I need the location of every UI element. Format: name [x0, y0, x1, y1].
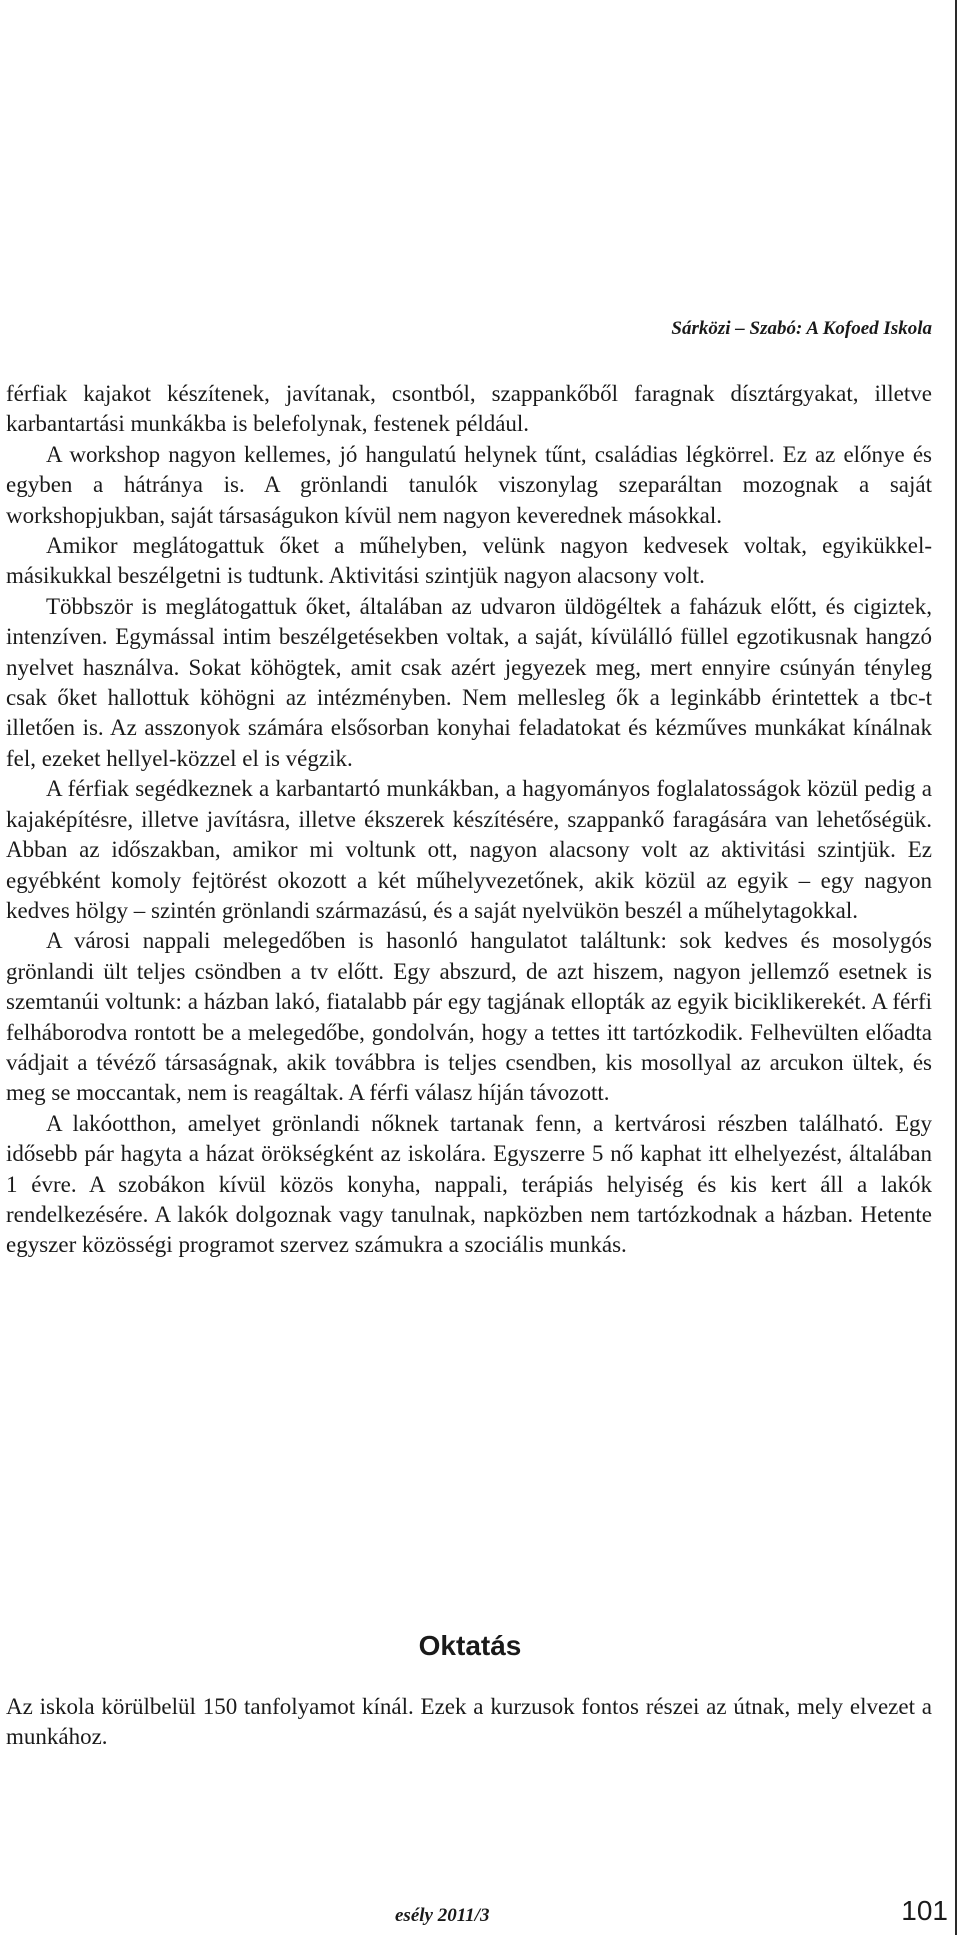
paragraph: férfiak kajakot készítenek, javítanak, csontból, szappankőből faragnak dísztárgyakat, illetve karbantartási munkákba is belefolynak, festenek például.	[6, 381, 932, 437]
running-header: Sárközi – Szabó: A Kofoed Iskola	[671, 318, 932, 339]
article-body	[6, 379, 932, 1261]
paragraph: A férfiak segédkeznek a karbantartó munkákban, a hagyományos foglalatosságok közül pedig a kajaképítésre, illetve javításra, illetve ékszerek készítésére, szappankő faragására van lehetőségük. Abban az időszakban, amikor mi voltunk ott, nagyon alacsony volt az aktivitási szintjük. Ez egyébként komoly fejtörést okozott a két műhelyvezetőnek, akik közül az egyik – egy nagyon kedves hölgy – szintén grönlandi származású, és a saját nyelvükön beszél a műhelytagokkal.	[6, 776, 932, 923]
paragraph: A városi nappali melegedőben is hasonló hangulatot találtunk: sok kedves és mosolygós grönlandi ült teljes csöndben a tv előtt. Egy abszurd, de azt hiszem, nagyon jellemző esetnek is szemtanúi voltunk: a házban lakó, fiatalabb pár egy tagjának ellopták az egyik biciklikerekét. A férfi felháborodva rontott be a melegedőbe, gondolván, hogy a tettes itt tartózkodik. Felhevülten előadta vádjait a tévéző társaságnak, akik továbbra is teljes csendben, kis mosollyal az arcukon ültek, és meg se moccantak, nem is reagáltak. A férfi válasz híján távozott.	[6, 928, 932, 1106]
paragraph: Amikor meglátogattuk őket a műhelyben, velünk nagyon kedvesek voltak, egyikükkel-másikukkal beszélgetni is tudtunk. Aktivitási szintjük nagyon alacsony volt.	[6, 533, 932, 589]
right-margin-rule	[955, 0, 957, 1935]
footer-journal-title: esély 2011/3	[395, 1905, 490, 1926]
page-number: 101	[901, 1895, 948, 1926]
section-heading: Oktatás	[418, 1630, 522, 1661]
paragraph: A lakóotthon, amelyet grönlandi nőknek tartanak fenn, a kertvárosi részben található. Egy idősebb pár hagyta a házat örökségként az iskolára. Egyszerre 5 nő kaphat itt elhelyezést, általában 1 évre. A szobákon kívül közös konyha, nappali, terápiás helyiség és kis kert áll a lakók rendelkezésére. A lakók dolgoznak vagy tanulnak, napközben nem tartózkodnak a házban. Hetente egyszer közösségi programot szervez számukra a szociális munkás.	[6, 1110, 932, 1258]
paragraph: Többször is meglátogattuk őket, általában az udvaron üldögéltek a faházuk előtt, és cigiztek, intenzíven. Egymással intim beszélgetésekben voltak, a saját, kívülálló füllel egzotikusnak hangzó nyelvet használva. Sokat köhögtek, amit csak azért jegyezek meg, mert ennyire csúnyán tényleg csak őket hallottuk köhögni az intézményben. Nem mellesleg ők a leginkább érintettek a tbc-t illetően is. Az asszonyok számára elsősorban konyhai feladatokat és kézműves munkákat kínálnak fel, ezeket hellyel-közzel el is végzik.	[6, 593, 932, 771]
section-body	[6, 1692, 932, 1753]
paragraph: A workshop nagyon kellemes, jó hangulatú helynek tűnt, családias légkörrel. Ez az előnye és egyben a hátránya is. A grönlandi tanulók viszonylag szeparáltan mozognak a saját workshopjukban, saját társaságukon kívül nem nagyon keverednek másokkal.	[6, 441, 932, 528]
paragraph: Az iskola körülbelül 150 tanfolyamot kínál. Ezek a kurzusok fontos részei az útnak, mely elvezet a munkához.	[6, 1694, 932, 1750]
